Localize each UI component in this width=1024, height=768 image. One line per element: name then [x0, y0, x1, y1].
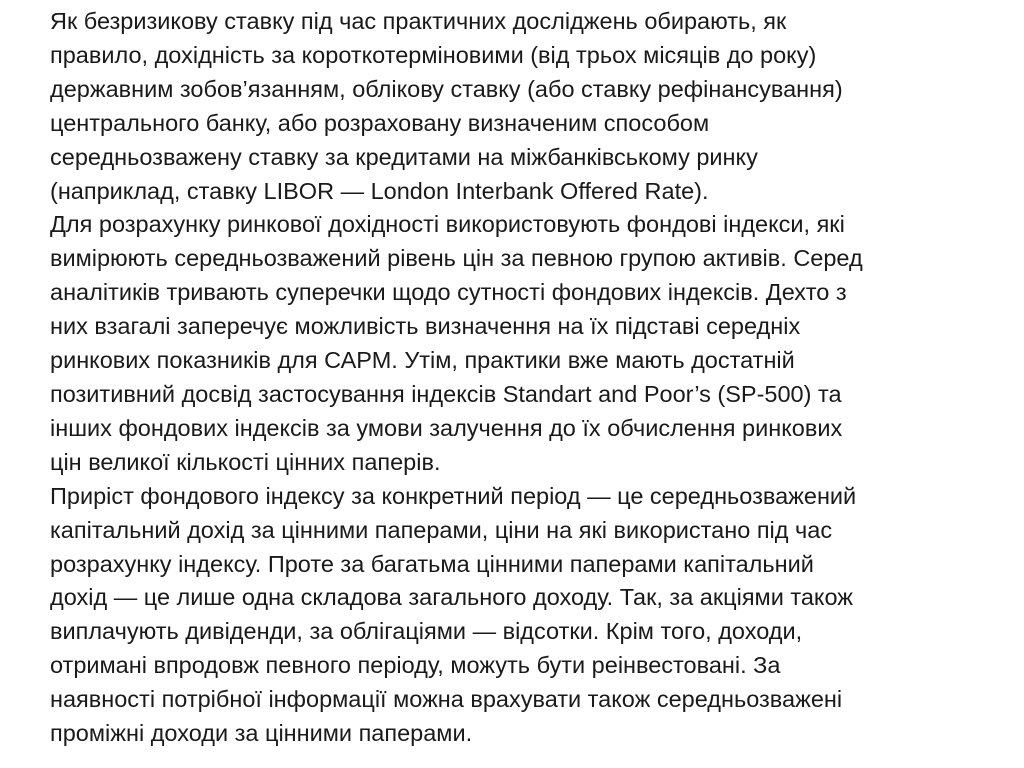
text-line: проміжні доходи за цінними паперами.: [50, 720, 473, 747]
text-line: середньозважену ставку за кредитами на міжбанківському ринку: [50, 143, 758, 170]
body-text: [50, 5, 990, 751]
text-line: інших фондових індексів за умови залучення до їх обчислення ринкових: [50, 414, 843, 441]
text-line: (наприклад, ставку LIBOR — London Interbank Offered Rate).: [50, 177, 709, 204]
paragraph-market-return: [50, 208, 990, 479]
text-line: правило, дохідність за короткотерміновими (від трьох місяців до року): [50, 41, 817, 68]
text-line: позитивний досвід застосування індексів Standart and Poor’s (SP-500) та: [50, 380, 842, 407]
text-line: дохід — це лише одна складова загального доходу. Так, за акціями також: [50, 584, 854, 611]
text-line: центрального банку, або розраховану визначеним способом: [50, 109, 710, 136]
text-line: наявності потрібної інформації можна врахувати також середньозважені: [50, 686, 843, 713]
text-line: вимірюють середньозважений рівень цін за певною групою активів. Серед: [50, 245, 863, 272]
paragraph-index-growth: [50, 480, 990, 751]
text-line: розрахунку індексу. Проте за багатьма цінними паперами капітальний: [50, 550, 814, 577]
text-line: виплачують дивіденди, за облігаціями — відсотки. Крім того, доходи,: [50, 618, 803, 645]
text-line: отримані впродовж певного періоду, можуть бути реінвестовані. За: [50, 652, 781, 679]
text-line: Приріст фондового індексу за конкретний період — це середньозважений: [50, 482, 857, 509]
text-line: Для розрахунку ринкової дохідності використовують фондові індекси, які: [50, 211, 845, 238]
text-line: Як безризикову ставку під час практичних досліджень обирають, як: [50, 8, 787, 34]
text-line: них взагалі заперечує можливість визначення на їх підставі середніх: [50, 313, 801, 340]
text-line: аналітиків тривають суперечки щодо сутності фондових індексів. Дехто з: [50, 279, 847, 306]
text-line: цін великої кількості цінних паперів.: [50, 448, 441, 475]
paragraph-risk-free-rate: [50, 5, 990, 208]
text-line: державним зобов’язанням, облікову ставку (або ставку рефінансування): [50, 75, 843, 102]
text-line: капітальний дохід за цінними паперами, ціни на які використано під час: [50, 516, 833, 543]
text-line: ринкових показників для САРМ. Утім, практики вже мають достатній: [50, 347, 795, 374]
